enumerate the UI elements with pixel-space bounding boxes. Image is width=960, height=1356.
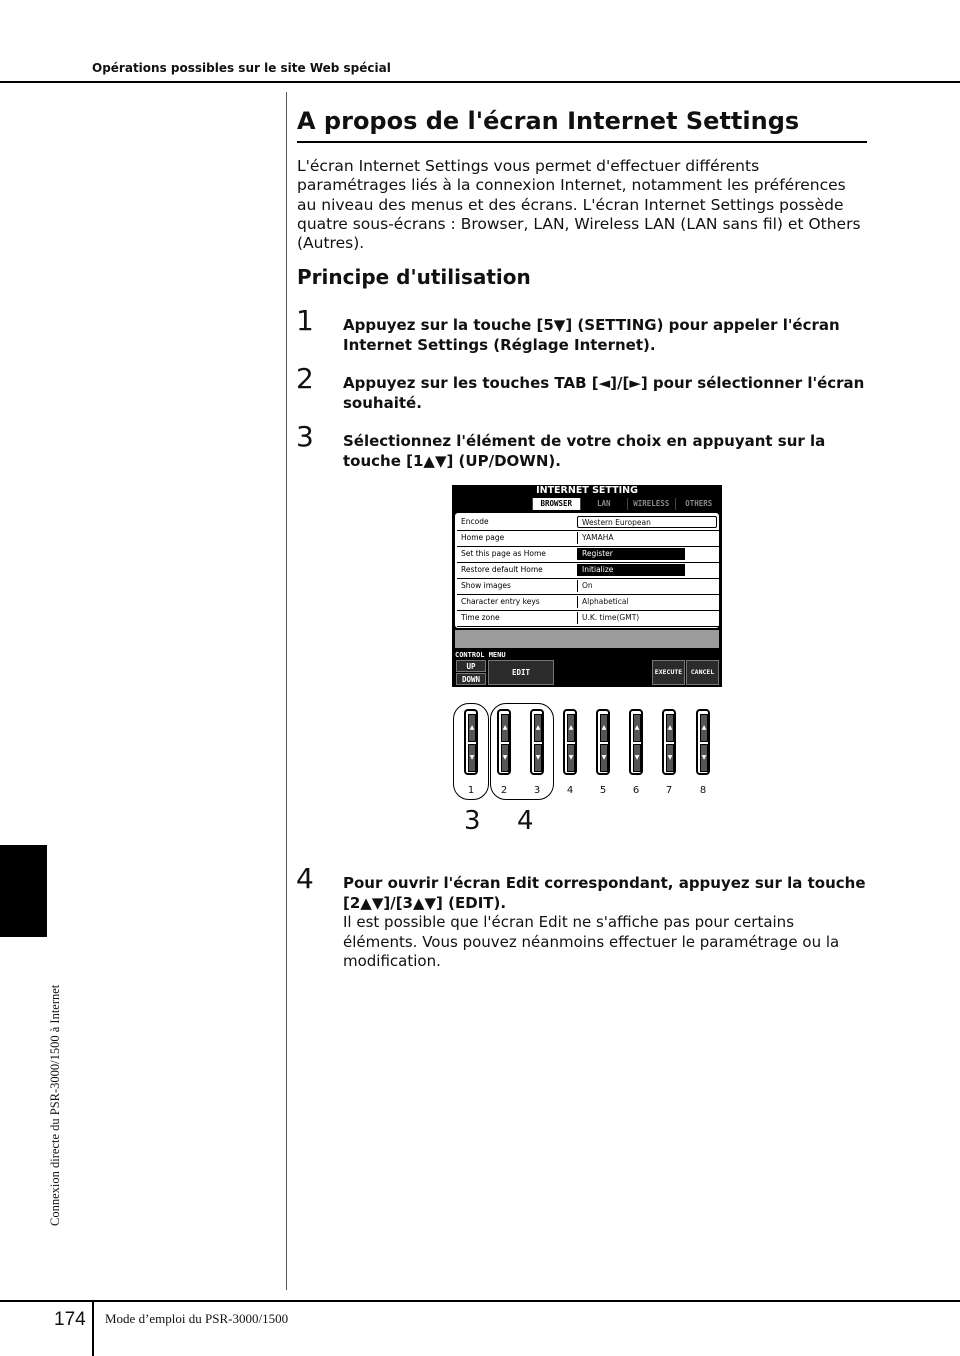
down-arrow-icon: ▼ (501, 744, 509, 772)
step-number: 2 (296, 362, 314, 395)
panel-button-4[interactable] (563, 709, 577, 775)
step-number: 4 (296, 862, 314, 895)
setting-label: Home page (461, 533, 505, 542)
page-number: 174 (54, 1309, 86, 1330)
down-arrow-icon: ▼ (600, 744, 608, 772)
step-text: Sélectionnez l'élément de votre choix en appuyant sur la touche [1▲▼] (UP/DOWN). (343, 432, 826, 470)
button-number: 5 (599, 785, 607, 796)
setting-value: U.K. time(GMT) (577, 612, 717, 624)
up-arrow-icon: ▲ (567, 714, 575, 742)
screen-title: INTERNET SETTING (536, 485, 638, 496)
step-text: Appuyez sur la touche [5▼] (SETTING) pour appeler l'écran Internet Settings (Réglage Internet). (343, 316, 840, 354)
setting-value: Western European (577, 516, 717, 528)
step-text: Pour ouvrir l'écran Edit correspondant, appuyez sur la touche [2▲▼]/[3▲▼] (EDIT). (343, 874, 866, 912)
callout-step: 3 (464, 806, 481, 836)
list-item[interactable] (457, 579, 721, 595)
list-item[interactable] (457, 611, 721, 627)
down-arrow-icon: ▼ (633, 744, 641, 772)
tab-wireless[interactable]: WIRELESS (627, 498, 675, 510)
lcd-screen (452, 485, 722, 687)
down-arrow-icon: ▼ (700, 744, 708, 772)
up-arrow-icon: ▲ (666, 714, 674, 742)
panel-button-2[interactable] (497, 709, 511, 775)
setting-value: Alphabetical (577, 596, 717, 608)
manual-title: Mode d’emploi du PSR-3000/1500 (105, 1311, 289, 1326)
panel-button-6[interactable] (629, 709, 643, 775)
header-rule (0, 81, 960, 83)
tab-others[interactable]: OTHERS (675, 498, 723, 510)
section-subtitle: Principe d'utilisation (297, 265, 531, 289)
up-arrow-icon: ▲ (633, 714, 641, 742)
setting-label: Show images (461, 581, 511, 590)
tab-browser[interactable]: BROWSER (532, 498, 580, 510)
panel-button-7[interactable] (662, 709, 676, 775)
cancel-button[interactable]: CANCEL (686, 660, 719, 685)
up-arrow-icon: ▲ (600, 714, 608, 742)
step-note: Il est possible que l'écran Edit ne s'affiche pas pour certains éléments. Vous pouvez néanmoins effectuer le paramétrage ou la modification. (343, 913, 840, 970)
button-number: 1 (467, 785, 475, 796)
step-number: 3 (296, 420, 314, 453)
column-rule (286, 92, 287, 1290)
list-item[interactable] (457, 531, 721, 547)
tab-lan[interactable]: LAN (580, 498, 628, 510)
panel-button-5[interactable] (596, 709, 610, 775)
up-button[interactable]: UP (456, 660, 486, 672)
step-text: Appuyez sur les touches TAB [◄]/[►] pour sélectionner l'écran souhaité. (343, 374, 865, 412)
setting-label: Encode (461, 517, 489, 526)
setting-value: On (577, 580, 717, 592)
register-button[interactable]: Register (577, 548, 685, 560)
list-item[interactable] (457, 547, 721, 563)
down-arrow-icon: ▼ (666, 744, 674, 772)
button-number: 3 (533, 785, 541, 796)
footer-divider (92, 1300, 94, 1356)
settings-list (455, 513, 719, 628)
setting-label: Character entry keys (461, 597, 540, 606)
intro-paragraph: L'écran Internet Settings vous permet d'effectuer différents paramétrages liés à la connexion Internet, notamment les préférences au niveau des menus et des écrans. L'écran Internet Settings possède quatre sous-écrans : Browser, LAN, Wireless LAN (LAN sans fil) et Others (Autres). (297, 157, 861, 253)
step-item (343, 874, 868, 972)
initialize-button[interactable]: Initialize (577, 564, 685, 576)
setting-label: Set this page as Home (461, 549, 546, 558)
up-arrow-icon: ▲ (534, 714, 542, 742)
page-title: A propos de l'écran Internet Settings (297, 107, 800, 135)
callout-step: 4 (517, 806, 534, 836)
list-item[interactable] (457, 595, 721, 611)
list-item[interactable] (457, 563, 721, 579)
up-arrow-icon: ▲ (501, 714, 509, 742)
down-button[interactable]: DOWN (456, 673, 486, 685)
button-number: 7 (665, 785, 673, 796)
screen-tabs (532, 498, 722, 510)
chapter-tab (0, 845, 47, 937)
setting-value: YAMAHA (577, 532, 717, 544)
button-number: 2 (500, 785, 508, 796)
button-number: 4 (566, 785, 574, 796)
panel-button-8[interactable] (696, 709, 710, 775)
down-arrow-icon: ▼ (534, 744, 542, 772)
panel-button-3[interactable] (530, 709, 544, 775)
screen-divider (455, 630, 719, 648)
button-number: 6 (632, 785, 640, 796)
running-header: Opérations possibles sur le site Web spécial (92, 61, 391, 75)
title-rule (297, 141, 867, 143)
control-menu-label: CONTROL MENU (455, 651, 506, 659)
execute-button[interactable]: EXECUTE (652, 660, 685, 685)
list-item[interactable] (457, 515, 721, 531)
step-number: 1 (296, 304, 314, 337)
down-arrow-icon: ▼ (468, 744, 476, 772)
setting-label: Time zone (461, 613, 500, 622)
button-number: 8 (699, 785, 707, 796)
footer-rule (0, 1300, 960, 1302)
edit-button[interactable]: EDIT (488, 660, 554, 685)
panel-button-1[interactable] (464, 709, 478, 775)
setting-label: Restore default Home (461, 565, 543, 574)
up-arrow-icon: ▲ (468, 714, 476, 742)
down-arrow-icon: ▼ (567, 744, 575, 772)
chapter-title: Connexion directe du PSR-3000/1500 à Internet (48, 984, 62, 1226)
up-arrow-icon: ▲ (700, 714, 708, 742)
